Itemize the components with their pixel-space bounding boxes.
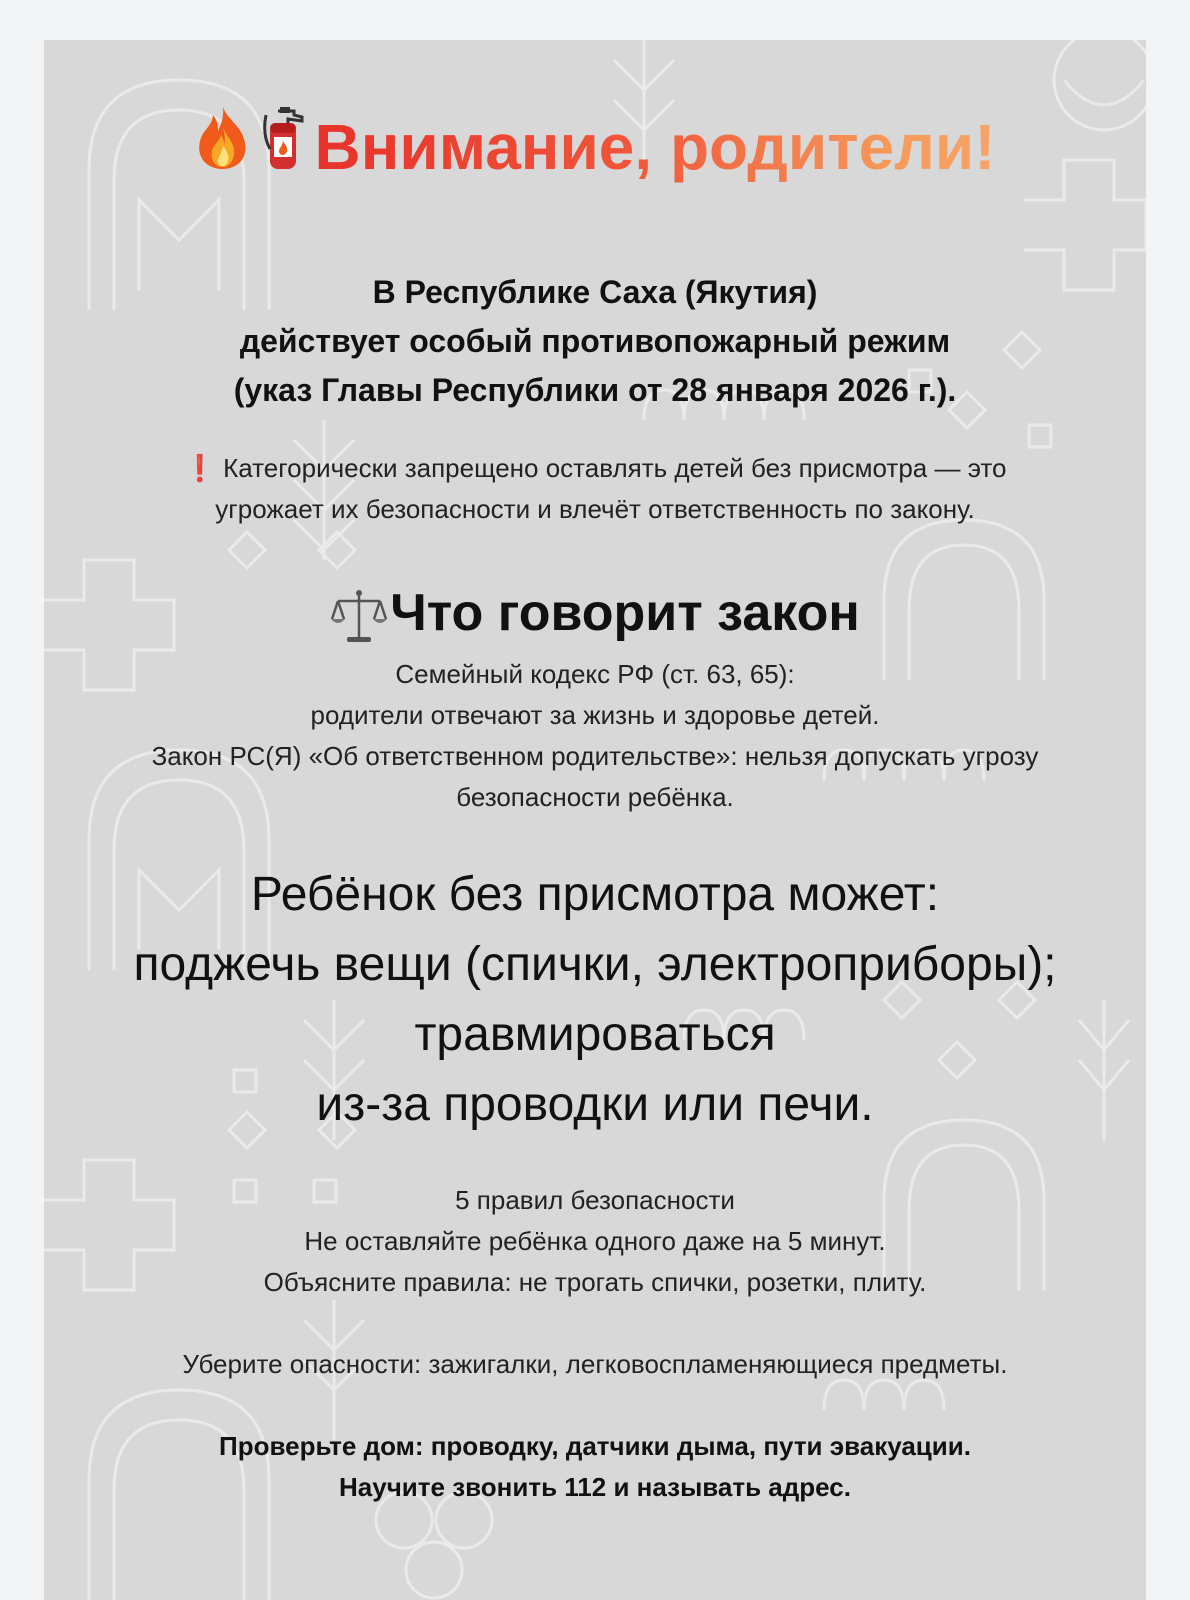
law-line: Семейный кодекс РФ (ст. 63, 65): [395,659,795,689]
fire-icon [194,105,252,189]
danger-line: поджечь вещи (спички, электроприборы); [133,938,1057,991]
fire-extinguisher-icon [258,105,308,189]
rule-item: Проверьте дом: проводку, датчики дыма, пути эвакуации. [219,1431,971,1461]
exclamation-icon: ❗ [183,453,216,483]
law-title: Что говорит закон [390,584,860,642]
title-text: Внимание, родители! [314,111,996,184]
danger-line: из-за проводки или печи. [316,1078,874,1131]
warning-line: угрожает их безопасности и влечёт ответственность по закону. [215,494,975,524]
warning-text [44,448,1146,530]
law-line: Закон РС(Я) «Об ответственном родительстве»: нельзя допускать угрозу [151,741,1039,771]
rule-item: Научите звонить 112 и называть адрес. [339,1472,851,1502]
law-line: родители отвечают за жизнь и здоровье детей. [310,700,880,730]
scales-icon [330,587,388,645]
rules-heading: 5 правил безопасности [455,1185,735,1215]
intro-text [44,268,1146,415]
danger-line: Ребёнок без присмотра может: [250,868,940,921]
law-text [44,654,1146,818]
intro-line: В Республике Саха (Якутия) [372,274,818,310]
safety-rules [44,1180,1146,1508]
rule-item: Не оставляйте ребёнка одного даже на 5 минут. [304,1226,886,1256]
rule-item: Объясните правила: не трогать спички, розетки, плиту. [263,1267,927,1297]
law-heading [44,580,1146,646]
spacer [44,1303,1146,1344]
law-line: безопасности ребёнка. [456,782,734,812]
danger-line: травмироваться [414,1008,776,1061]
warning-line: Категорически запрещено оставлять детей без присмотра — это [223,453,1007,483]
intro-line: действует особый противопожарный режим [239,323,951,359]
page-title [44,102,1146,189]
danger-text [44,860,1146,1140]
intro-line: (указ Главы Республики от 28 января 2026 г.). [233,372,957,408]
spacer [44,1385,1146,1426]
notice-card [44,40,1146,1600]
rule-item: Уберите опасности: зажигалки, легковоспламеняющиеся предметы. [182,1349,1008,1379]
